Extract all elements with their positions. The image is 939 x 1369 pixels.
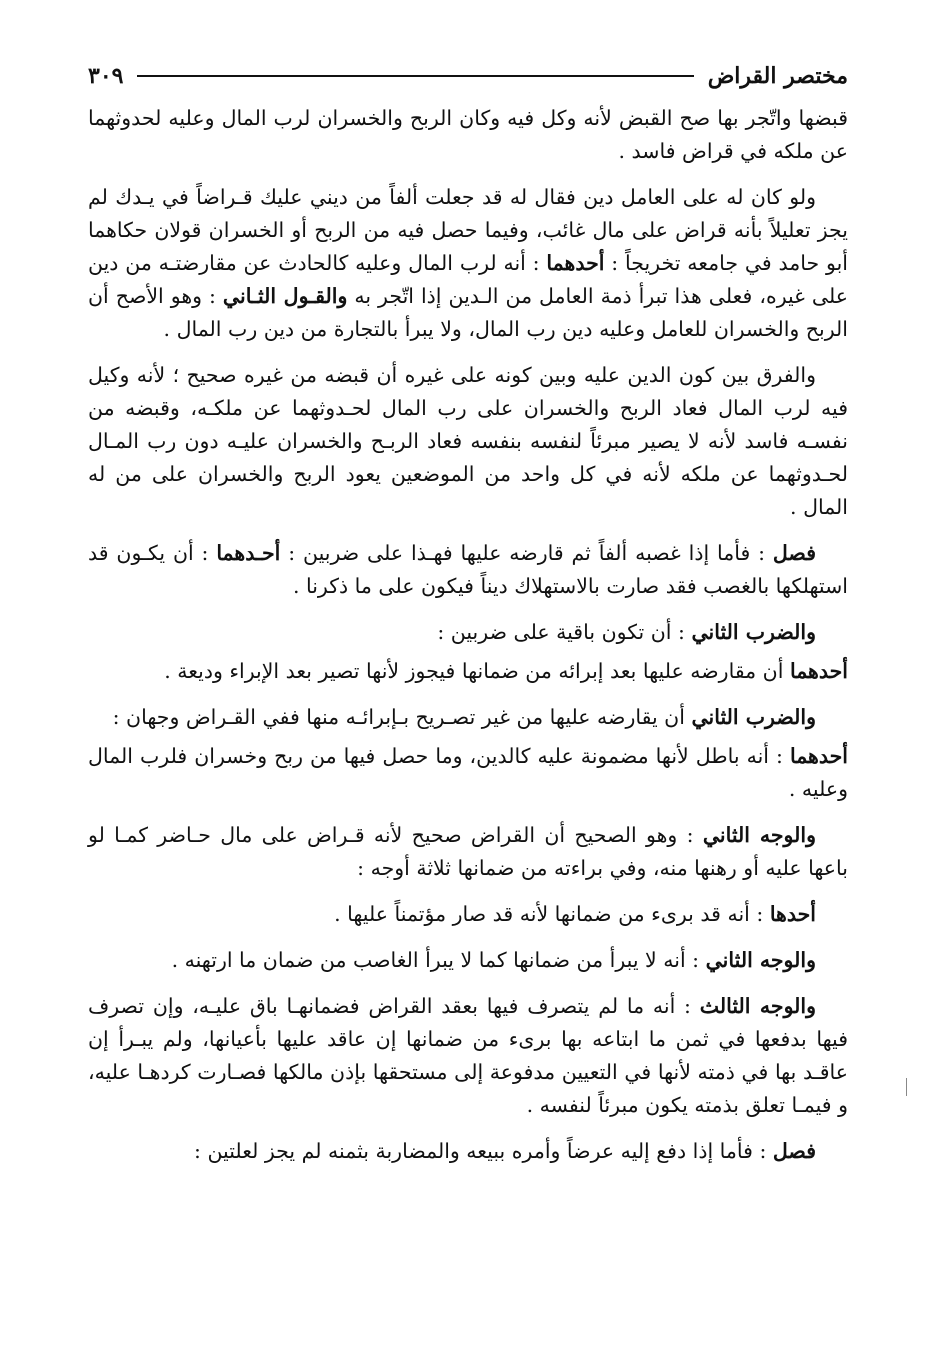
bold-term: أحدهما <box>546 251 605 275</box>
bold-term: فصل <box>772 541 816 565</box>
text-run: : أنه ما لم يتصرف فيها بعقد القراض فضمانهـا باق عليـه، وإن تصرف فيها بدفعها في ثمن ما ابتاعه بها برىء من ضمانها إن عاقد عليها بأعيانها، ولم يبـرأ إن عاقـد بها في ذمته لأنها في التعيين مدفوعة إلى مستحقها بإذن مالكها فصـارت كردهـا عليه، و فيمـا تعلق بذمته يكون مبرئاً لنفسه . <box>88 994 848 1117</box>
bold-term: فصل <box>772 1139 816 1163</box>
document-page <box>88 56 848 1181</box>
text-run: قبضها واتّجر بها صح القبض لأنه وكل فيه وكان الربح والخسران لرب المال وعليه لحدوثهما عن ملكه في قراض فاسد . <box>88 106 848 163</box>
bold-term: والوجه الثالث <box>699 994 816 1018</box>
paragraph-p3 <box>88 359 848 524</box>
paragraph-p9 <box>88 819 848 885</box>
text-run: : فأما إذا دفع إليه عرضاً وأمره ببيعه والمضاربة بثمنه لم يجز لعلتين : <box>194 1139 773 1163</box>
page-number: ٣٠٩ <box>88 63 124 89</box>
margin-mark <box>906 1078 907 1096</box>
paragraph-p8 <box>88 740 848 806</box>
paragraph-p13 <box>88 1135 848 1168</box>
bold-term: والقـول الثـاني <box>222 284 348 308</box>
text-run: : أنه باطل لأنها مضمونة عليه كالدين، وما حصل فيها من ربح وخسران فلرب المال وعليه . <box>88 744 848 801</box>
running-header <box>88 56 848 96</box>
paragraph-p7 <box>88 701 848 734</box>
text-run: : أن يكـون قد استهلكها بالغصب فقد صارت بالاستهلاك ديناً فيكون على ما ذكرنا . <box>88 541 848 598</box>
bold-term: أحدهما <box>789 659 848 683</box>
bold-term: والوجه الثاني <box>702 823 816 847</box>
bold-term: أحـدهما <box>216 541 281 565</box>
text-run: : وهو الصحيح أن القراض صحيح لأنه قـراض على مال حـاضر كمـا لو باعها عليه أو رهنها منه، وفي براءته من ضمانها ثلاثة أوجه : <box>88 823 848 880</box>
text-run: أن مقارضه عليها بعد إبرائه من ضمانها فيجوز لأنها تصير بعد الإبراء وديعة . <box>164 659 790 683</box>
text-run: ولو كان له على العامل دين فقال له قد جعلت ألفاً من ديني عليك قـراضاً في يـدك لم يجز تعليلاً بأنه قراض على مال غائب، وفيما حصل فيه من الربح أو الخسران قولان حكاهما أبو حامد في جامعه تخريجاً : <box>88 185 848 275</box>
text-run: أن يقارضه عليها من غير تصـريح بـإبرائـه منها ففي القـراض وجهان : <box>112 705 692 729</box>
paragraph-p4 <box>88 537 848 603</box>
text-run: : أنه قد برىء من ضمانها لأنه قد صار مؤتمناً عليها . <box>334 902 770 926</box>
paragraph-p12 <box>88 990 848 1122</box>
header-rule <box>137 75 693 77</box>
body-text <box>88 102 848 1168</box>
paragraph-p5 <box>88 616 848 649</box>
paragraph-p1 <box>88 102 848 168</box>
text-run: : فأما إذا غصبه ألفاً ثم قارضه عليها فهـذا على ضربين : <box>280 541 773 565</box>
paragraph-p11 <box>88 944 848 977</box>
bold-term: أحدهما <box>789 744 848 768</box>
paragraph-p10 <box>88 898 848 931</box>
paragraph-p2 <box>88 181 848 346</box>
text-run: : أن تكون باقية على ضربين : <box>437 620 692 644</box>
running-title: مختصر القراض <box>707 63 848 89</box>
bold-term: والوجه الثاني <box>705 948 816 972</box>
bold-term: أحدها <box>769 902 816 926</box>
text-run: : أنه لا يبرأ من ضمانها كما لا يبرأ الغاصب من ضمان ما ارتهنه . <box>171 948 706 972</box>
text-run: : وهو الأصح أن الربح والخسران للعامل وعليه دين رب المال، ولا يبرأ بالتجارة من دين رب المال . <box>88 284 848 341</box>
bold-term: والضرب الثاني <box>691 705 816 729</box>
text-run: والفرق بين كون الدين عليه وبين كونه على غيره أن قبضه من غيره صحيح ؛ لأنه وكيل فيه لرب المال فعاد الربح والخسران على رب المال لحـدوثهما عن ملكـه، وقبضه من نفسـه فاسد لأنه لا يصير مبرئاً لنفسه بنفسه فعاد الربـح والخسران عليـه دون رب المـال لحـدوثهما عن ملكه لأنه في كل واحد من الموضعين يعود الربح والخسران على من له المال . <box>88 363 848 519</box>
bold-term: والضرب الثاني <box>691 620 816 644</box>
paragraph-p6 <box>88 655 848 688</box>
text-run: : أنه لرب المال وعليه كالحادث عن مقارضتـه من دين على غيره، فعلى هذا تبرأ ذمة العامل من الـدين إذا اتّجر به <box>88 251 848 308</box>
